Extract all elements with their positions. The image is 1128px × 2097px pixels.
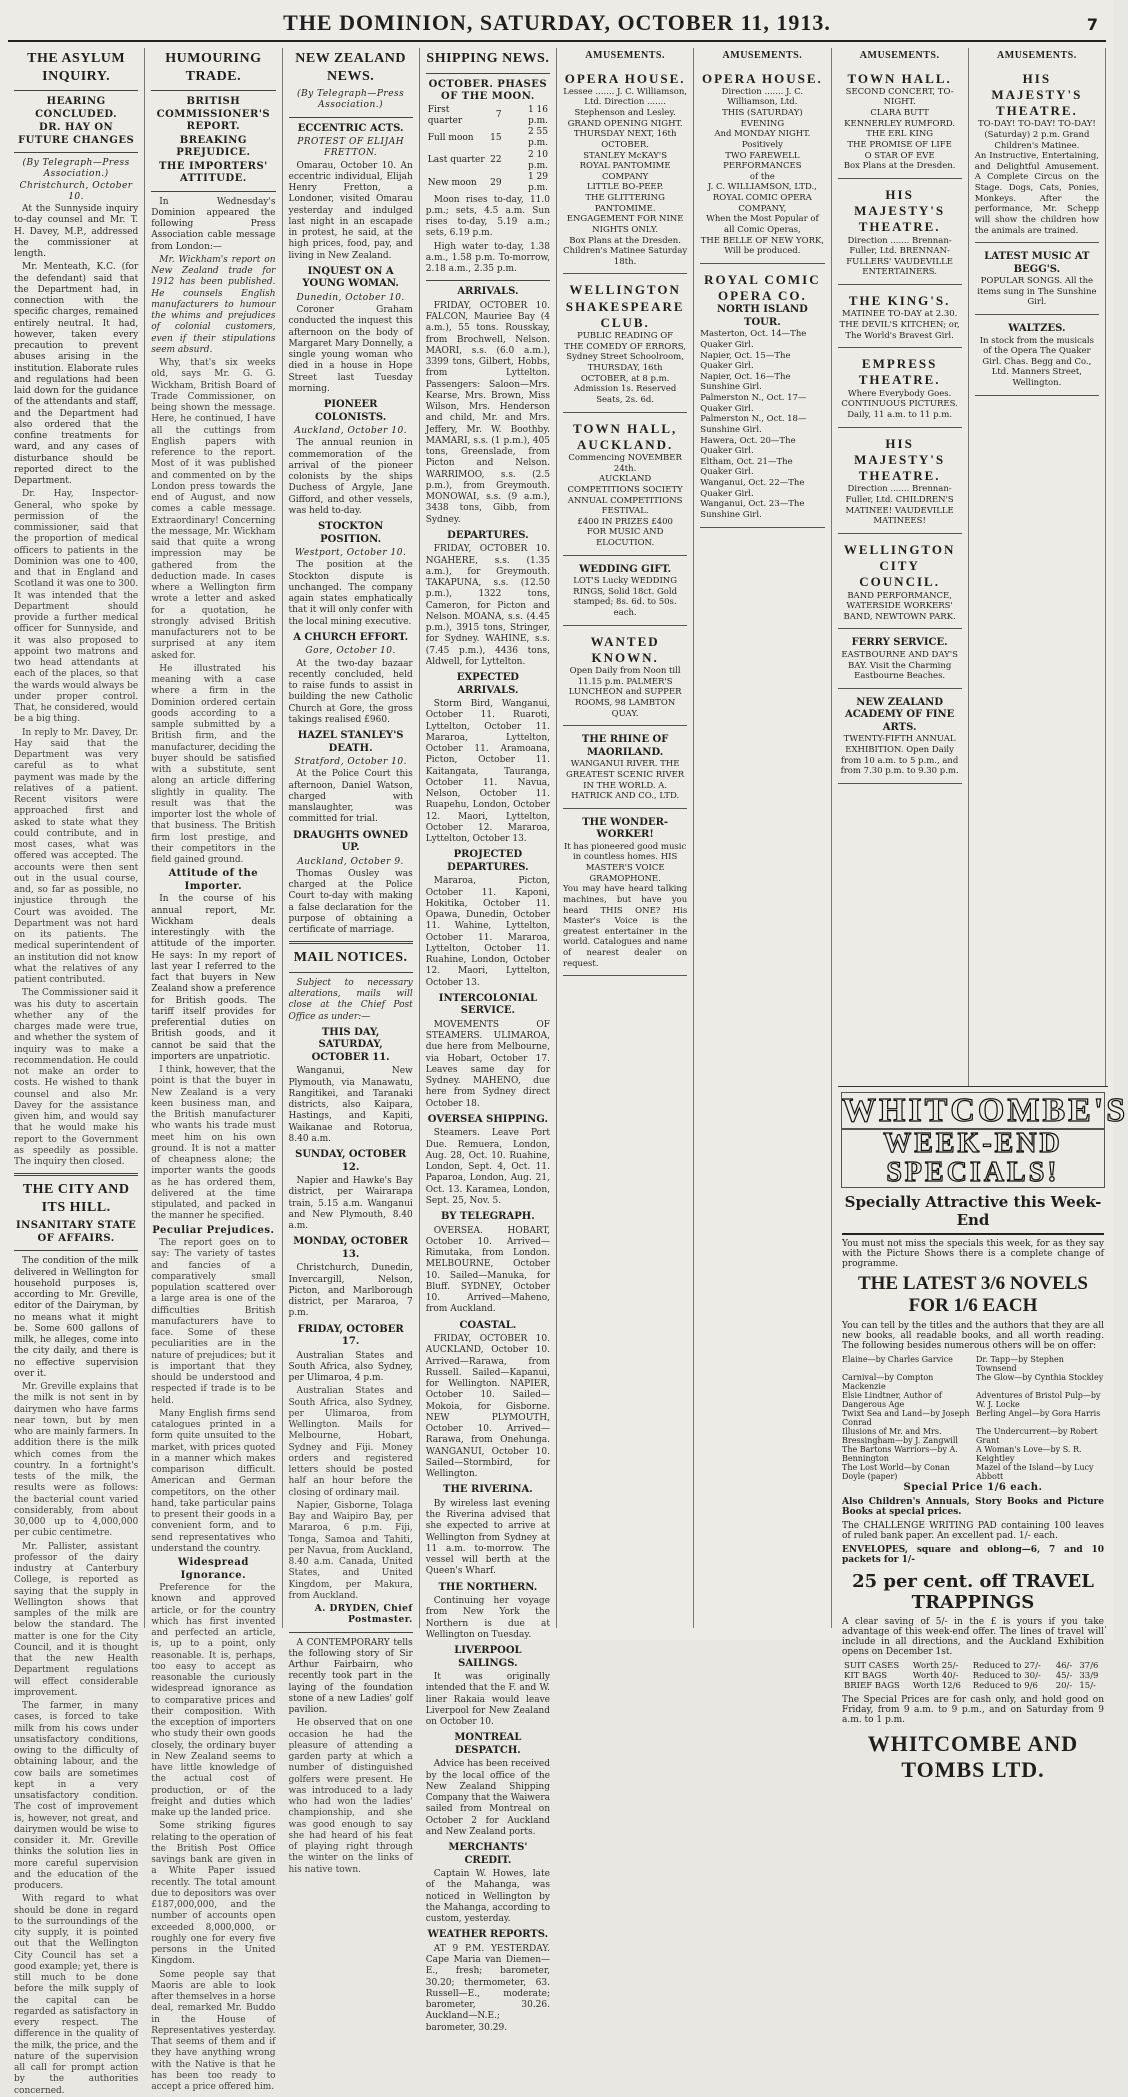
academy-text: TWENTY-FIFTH ANNUAL EXHIBITION. Open Daily from 10 a.m. to 5 p.m., and from 7.30 p.m. to 9.30 p.m. bbox=[840, 734, 959, 777]
nz-section-text: Thomas Ousley was charged at the Police Court to-day with making a false declaration for the purpose of obtaining a certificate of marriage. bbox=[288, 868, 413, 935]
whitcombe-title-2: WEEK-END SPECIALS! bbox=[842, 1129, 1104, 1188]
town-hall-line: KENNERLEY RUMFORD. bbox=[844, 118, 956, 129]
majesty-3-ad: HIS MAJESTY'S THEATRE. TO-DAY! TO-DAY! TO-DAY! (Saturday) 2 p.m. Grand Children's Matinee. An Instructive, Entertaining, and Delightful Amusement. A Complete Circus on the Stage. Dogs, Cats, Ponies, Monkeys. After the performance, Mr. Schepp will show the children how the animals are trained. bbox=[975, 67, 1099, 244]
majesty-text: Direction ....... Brennan-Fuller, Ltd. BRENNAN-FULLERS' VAUDEVILLE ENTERTAINERS. bbox=[846, 235, 953, 278]
wedding-gift-text: LOT'S Lucky WEDDING RINGS, Solid 18ct. Gold stamped; 8s. 6d. to 50s. each. bbox=[573, 576, 678, 618]
moon-row bbox=[426, 105, 550, 128]
kings-text: MATINEE TO-DAY at 2.30. THE DEVIL'S KITCHEN; or, The World's Bravest Girl. bbox=[839, 309, 960, 341]
luggage-reduced: Reduced to 27/- bbox=[972, 1661, 1041, 1672]
royal-comic-date: Wanganui, Oct. 23—The Sunshine Girl. bbox=[700, 499, 805, 520]
column-3: NEW ZEALAND NEWS. (By Telegraph—Press Association.) ECCENTRIC ACTS. PROTEST OF ELIJAH FRETTON. Omarau, October 10. An eccentric individual, Elijah Henry Fretton, a Londoner, visited Omarau yesterday and indulged last night in an escapade in protest, he said, at the high prices, food, pay, and living in New Zealand. INQUEST ON A YOUNG WOMAN. Dunedin, October 10. Coroner Graham conducted the inquest this afternoon on the body of Margaret Mary Donnelly, a single young woman who died in a house in Hope Street last Tuesday morning. PIONEER COLONISTS. Auckland, October 10. The annual reunion in commemoration of the arrival of the pioneer colonists by the ships Duchess of Argyle, Jane Gifford, and other vessels, was held to-day. STOCKTON POSITION. Westport, October 10. The position at the Stockton dispute is unchanged. The company again states emphatically that it will only confer with the local mining executive. A CHURCH EFFORT. Gore, October 10. At the two-day bazaar recently concluded, held to raise funds to assist in building the new Catholic Church at Gore, the gross takings realised £960. HAZEL STANLEY'S DEATH. Stratford, October 10. At the Police Court this afternoon, Daniel Watson, charged with manslaughter, was committed for trial. DRAUGHTS OWNED UP. Auckland, October 9. Thomas Ousley was charged at the Police Court to-day with making a false declaration for the purpose of obtaining a certificate of marriage. MAIL NOTICES. Subject to necessary alterations, mails will close at the Chief Post Office as under:— THIS DAY, SATURDAY, OCTOBER 11. Wanganui, New Plymouth, via Manawatu, Rangitikei, and Taranaki districts, also Kaipara, Hastings, and Kapiti, Waikanae and Rotorua, 8.40 a.m. SUNDAY, OCTOBER 12. Napier and Hawke's Bay district, per Wairarapa train, 5.15 a.m. Wanganui and New Plymouth, 8.40 a.m. MONDAY, OCTOBER 13. Christchurch, Dunedin, Invercargill, Nelson, Picton, and Marlborough district, per Mararoa, 7 p.m. FRIDAY, OCTOBER 17. Australian States and South Africa, also Sydney, per Ulimaroa, 4 p.m. Australian States and South Africa, also Sydney, per Ulimaroa, from Wellington. Mails for Melbourne, Hobart, Sydney and Fiji. Money orders and registered letters should be posted half an hour before the closing of ordinary mail. Napier, Gisborne, Tolaga Bay and Waipiro Bay, per Mararoa, 6 p.m. Fiji, Tonga, Samoa and Tahiti, per Navua, from Auckland, 8.40 a.m. Canada, United States, and United Kingdom, per Makura, from Auckland. A. DRYDEN, Chief Postmaster. A CONTEMPORARY tells the following story of Sir Arthur Fairbairn, who recently took part in the laying of the foundation stone of a new Ladies' golf pavilion. He observed that on one occasion he had the pleasure of attending a garden party at which a number of distinguished golfers were present. He was introduced to a lady who had won the ladies' championship, and she was good enough to say she had heard of his feat of playing right through the winter on the links of his native town. bbox=[283, 48, 420, 1628]
town-hall-auckland-line: Commencing NOVEMBER 24th. bbox=[568, 453, 682, 474]
shipping-section-text: Advice has been received by the local office of the New Zealand Shipping Company that the Waiwera sailed from Montreal on October 2 for Auckland and New Zealand ports. bbox=[425, 1759, 550, 1837]
royal-comic-date: Palmerston N., Oct. 18—Sunshine Girl. bbox=[700, 414, 807, 435]
novel-title: The Glow—by Cynthia Stockley bbox=[976, 1373, 1104, 1383]
nz-section-sub: PROTEST OF ELIJAH FRETTON. bbox=[297, 137, 405, 159]
mail-day-title: MONDAY, OCTOBER 13. bbox=[293, 1236, 409, 1260]
column-2: HUMOURING TRADE. BRITISH COMMISSIONER'S REPORT. BREAKING PREJUDICE. THE IMPORTERS' ATTITUDE. In Wednesday's Dominion appeared the following Press Association cable message from London:— Mr. Wickham's report on New Zealand trade for 1912 has been published. He counsels English manufacturers to humour the whims and prejudices of colonial customers, even if their stipulations seem absurd. Why, that's six weeks old, says Mr. G. G. Wickham, British Board of Trade Commissioner, on being shown the message. Here, he continued, I have all the cuttings from English papers with reference to the report. Most of it was published and commented on by the London press towards the end of August, and now comes a cable message. Extraordinary! Concerning the message, Mr. Wickham said that quite a wrong impression may be gathered from the deduction made. In cases where a Wellington firm wrote a letter and asked for a quotation, he strongly advised British manufacturers not to be surprised at any item asked for. He illustrated his meaning with a case where a firm in the Dominion ordered certain goods according to a sample submitted by a British firm, and the manufacturer, deciding the buyer should be satisfied with a substitute, sent along an article differing slightly in quality. The result was that the importer lost the whole of that business. The British firm lost prestige, and their competitors in the field gained ground. Attitude of the Importer. In the course of his annual report, Mr. Wickham deals interestingly with the attitude of the importer. He says: In my report of last year I referred to the fact that buyers in New Zealand show a preference for British goods. The tariff itself provides for preferential duties on British goods, and it cannot be said that the importers are unpatriotic. I think, however, that the point is that the buyer in New Zealand is a very keen business man, and the British manufacturer who wants his trade must meet him on his own ground. It is not a matter of cheapness alone; the importer wants the goods as he has ordered them, delivered at the time stipulated, and packed in the manner he specified. Peculiar Prejudices. The report goes on to say: The variety of tastes and fancies of a comparatively small population scattered over a large area is one of the difficulties British manufacturers have to face. Some of these peculiarities are in the nature of prejudices; but it is important that they should be understood and respected if trade is to be held. Many English firms send catalogues printed in a form quite unsuited to the market, with prices quoted in a manner which makes comparison difficult. American and German competitors, on the other hand, take particular pains to present their goods in a convenient form, and to send representatives who understand the country. Widespread Ignorance. Preference for the known and approved article, or for the country which has first invented and perfected an article, is, up to a point, only reasonable. It is, perhaps, too easy to accept as reasonable the curiously widespread ignorance as to comparative prices and their composition. With the exception of importers who study their own goods closely, the ordinary buyer in New Zealand seems to have little knowledge of the actual cost of production, or of the freight and duties which make up the landed price. Some striking figures relating to the operation of the British Post Office savings bank are given in a White Paper issued recently. The total amount due to depositors was over £187,000,000, and the number of accounts open exceeded 8,000,000, or roughly one for every five persons in the United Kingdom. Some people say that Maoris are able to look after themselves in a horse deal, remarked Mr. Buddo in the House of Representatives yesterday. That seems of them and if they have anything wrong with the Native is that he has been too ready to accept a price offered him. bbox=[145, 48, 282, 1628]
nz-news-heading: NEW ZEALAND NEWS. bbox=[295, 51, 406, 84]
shipping-section-title: LIVERPOOL SAILINGS. bbox=[454, 1645, 522, 1669]
town-hall-auckland-line: FOR MUSIC AND ELOCUTION. bbox=[586, 527, 664, 548]
nz-section-sub: Stratford, October 10. bbox=[294, 757, 407, 767]
opera-house-1-line: ENGAGEMENT FOR NINE NIGHTS ONLY. bbox=[566, 214, 684, 235]
shipping-section-text: AT 9 P.M. YESTERDAY. Cape Maria van Diemen—E., fresh; barometer, 30.20; thermometer, 63. Russell—E., moderate; barometer, 30.26. Auckland—N.E.; barometer, 30.29. bbox=[425, 1943, 550, 2033]
moon-time: 2 55 p.m. bbox=[527, 127, 548, 149]
mail-sign: A. DRYDEN, Chief Postmaster. bbox=[314, 1604, 413, 1626]
latest-ad bbox=[975, 247, 1099, 315]
shipping-section-text: FRIDAY, OCTOBER 10. NGAHERE, s.s. (1.35 a.m.), for Greymouth. TAKAPUNA, s.s. (12.50 p.m.), 1322 tons, Cameron, for Picton and Nelson. MOANA, s.s. (4.45 p.m.), 3915 tons, Stringer, for Sydney. WAHINE, s.s. (7.45 p.m.), 4436 tons, Aldwell, for Lyttelton. bbox=[425, 544, 550, 667]
nz-section-title: STOCKTON POSITION. bbox=[317, 521, 384, 545]
wonder-title: THE WONDER-WORKER! bbox=[582, 816, 669, 841]
royal-comic-title: ROYAL COMIC OPERA CO. bbox=[704, 271, 821, 303]
mail-day-text: Napier and Hawke's Bay district, per Wairarapa train, 5.15 a.m. Wanganui and New Plymouth, 8.40 a.m. bbox=[288, 1176, 413, 1231]
opera-house-1-lines bbox=[563, 119, 687, 268]
shipping-section-text: FRIDAY, OCTOBER 10. AUCKLAND, October 10. Arrived—Rarawa, from Russell. Sailed—Kapanui, for Wellington. NAPIER, October 10. Sailed—Mokoia, for Gisborne. NEW PLYMOUTH, October 10. Arrived—Rarawa, from Onehunga. WANGANUI, October 10. Sailed—Stormbird, for Wellington. bbox=[425, 1334, 550, 1479]
town-hall-auckland-lines bbox=[563, 453, 687, 549]
novel-title: A Woman's Love—by S. R. Keightley bbox=[976, 1445, 1082, 1464]
moon-time: 1 16 p.m. bbox=[527, 104, 548, 126]
whitcombe-envelopes: ENVELOPES, square and oblong—6, 7 and 10 packets for 1/- bbox=[842, 1545, 1104, 1566]
wanted-title: WANTED KNOWN. bbox=[590, 633, 660, 665]
majesty-3-title: HIS MAJESTY'S THEATRE. bbox=[991, 70, 1083, 118]
shipping-section-text: By wireless last evening the Riverina advised that she expected to arrive at Wellington from Sydney at 11 a.m. to-morrow. The vessel will berth at the Queen's Wharf. bbox=[425, 1498, 550, 1577]
moon-time: 2 10 p.m. bbox=[527, 149, 548, 171]
shipping-section-title: MONTREAL DESPATCH. bbox=[454, 1732, 522, 1756]
travel-heading: 25 per cent. off TRAVEL TRAPPINGS bbox=[852, 1571, 1094, 1614]
opera-house-1-line: GRAND OPENING NIGHT. bbox=[567, 118, 683, 129]
moon-row bbox=[426, 150, 550, 173]
nz-section-title: PIONEER COLONISTS. bbox=[315, 399, 387, 423]
moon-row bbox=[426, 127, 550, 150]
nz-section-text: The position at the Stockton dispute is unchanged. The company again states emphatically that it will only confer with the local mining executive. bbox=[288, 560, 413, 627]
town-hall-ad bbox=[838, 67, 962, 179]
humouring-heading: HUMOURING TRADE. bbox=[165, 51, 262, 84]
moon-day: 7 bbox=[495, 110, 502, 121]
nz-section-sub: Gore, October 10. bbox=[305, 646, 396, 657]
mail-day-text: Australian States and South Africa, also Sydney, per Ulimaroa, 4 p.m. bbox=[288, 1350, 413, 1383]
opera-house-1-ad bbox=[563, 67, 687, 275]
majesty-2-text: Direction ....... Brennan-Fuller, Ltd. CHILDREN'S MATINEE! VAUDEVILLE MATINEES! bbox=[845, 484, 954, 527]
royal-comic-date: Wanganui, Oct. 22—The Quaker Girl. bbox=[700, 478, 805, 499]
moon-phase: Full moon bbox=[427, 132, 474, 143]
wanted-text: Open Daily from Noon till 11.15 p.m. PALMER'S LUNCHEON and SUPPER ROOMS, 98 LAMBTON QUAY. bbox=[568, 666, 682, 719]
tide-times: High water to-day, 1.38 a.m., 1.58 p.m. To-morrow, 2.18 a.m., 2.35 p.m. bbox=[425, 241, 550, 274]
waltzes-title: WALTZES. bbox=[1008, 323, 1066, 334]
opera-house-2-ad bbox=[700, 67, 824, 264]
asylum-sub2: DR. HAY ON FUTURE CHANGES bbox=[18, 122, 135, 146]
latest-text: POPULAR SONGS. All the items sung in The Sunshine Girl. bbox=[977, 276, 1097, 308]
opera-house-2-line: And MONDAY NIGHT. bbox=[714, 129, 811, 140]
moon-heading: OCTOBER. PHASES OF THE MOON. bbox=[428, 78, 548, 102]
travel-intro: A clear saving of 5/- in the £ is yours if you take advantage of this week-end offer. The lines of travel will include in all directions, and the Auckland Exhibition opens on December 1st. bbox=[842, 1617, 1104, 1658]
shakespeare-line: Admission 1s. Reserved Seats, 2s. 6d. bbox=[573, 384, 677, 405]
royal-comic-dates bbox=[700, 329, 824, 520]
wonder-text: It has pioneered good music in countless homes. HIS MASTER'S VOICE GRAMOPHONE. bbox=[563, 841, 687, 884]
humouring-sub1: BRITISH COMMISSIONER'S REPORT. bbox=[156, 96, 271, 132]
town-hall-auckland-line: £400 IN PRIZES £400 bbox=[577, 516, 673, 527]
amusements-header-2: AMUSEMENTS. bbox=[722, 50, 803, 61]
nz-news-byline: (By Telegraph—Press Association.) bbox=[296, 89, 405, 111]
town-hall-line: O STAR OF EVE bbox=[864, 150, 935, 161]
town-hall-auckland-line: ANNUAL COMPETITIONS FESTIVAL. bbox=[567, 495, 683, 517]
moon-table bbox=[426, 105, 550, 195]
novel-title: The Undercurrent—by Robert Grant bbox=[976, 1427, 1098, 1446]
opera-house-1-line: THE GLITTERING PANTOMIME. bbox=[585, 193, 665, 214]
luggage-row bbox=[842, 1671, 1104, 1681]
town-hall-line: THE PROMISE OF LIFE bbox=[847, 139, 952, 150]
luggage-table bbox=[842, 1661, 1104, 1691]
luggage-worth: Worth 40/- bbox=[912, 1671, 959, 1682]
shipping-section-text: FRIDAY, OCTOBER 10. FALCON, Mauriee Bay (4 a.m.), 55 tons. Rousskay, from Brochwell, Nelson. MAORI, s.s. (6.0 a.m.), 3399 tons, Gilbert, Hobbs, from Lyttelton. Passengers: Saloon—Mrs. Kearse, Mrs. Brown, Miss Wilson, Mrs. Henderson and child, Mr. and Mrs. Jeffery, Mr. W. Boothby. MAMARI, s.s. (1 p.m.), 405 tons, Greenslade, from Picton and Nelson. WARRIMOO, s.s. (2.5 p.m.), from Greymouth. MONOWAI, s.s. (9 a.m.), 3438 tons, Gibb, from Sydney. bbox=[425, 300, 550, 525]
ferry-text: EASTBOURNE AND DAY'S BAY. Visit the Charming Eastbourne Beaches. bbox=[841, 649, 958, 682]
nz-section-text: At the two-day bazaar recently concluded, held to raise funds to assist in building the new Catholic Church at Gore, the gross takings realised £960. bbox=[288, 658, 413, 725]
novel-title: Illusions of Mr. and Mrs. Bressingham—by J. Zangwill bbox=[842, 1427, 958, 1446]
nz-section-sub: Westport, October 10. bbox=[294, 548, 407, 558]
luggage-b: 20/- bbox=[1055, 1681, 1073, 1692]
asylum-sub1: HEARING CONCLUDED. bbox=[35, 96, 118, 120]
shakespeare-line: PUBLIC READING OF bbox=[577, 331, 674, 342]
shakespeare-ad bbox=[563, 278, 687, 412]
opera-house-1-line: LITTLE BO-PEEP. bbox=[586, 182, 664, 193]
shakespeare-lines bbox=[563, 331, 687, 405]
rhine-title: THE RHINE OF MAORILAND. bbox=[581, 734, 669, 758]
shipping-section-text: Continuing her voyage from New York the Northern is due at Wellington on Tuesday. bbox=[425, 1596, 550, 1640]
shipping-section-title: THE RIVERINA. bbox=[443, 1484, 533, 1496]
opera-house-2-line: Will be produced. bbox=[724, 246, 801, 257]
opera-house-2-direction: Direction ....... J. C. Williamson, Ltd. bbox=[721, 86, 804, 108]
asylum-body: Mr. Menteath, K.C. (for the defendant) said that the Department had, in connection with the specific charges, remained entirely neutral. It had, however, taken every precaution to prevent abuses arising in the institution. Elaborate rules and regulations had been laid down for the guidance of the attendants and staff, and the Department had also ordered that the confine treatments for ward, and any cases of disturbance should be reported direct to the Department. bbox=[14, 262, 139, 486]
opera-house-1-line: Children's Matinee Saturday 18th. bbox=[563, 246, 688, 267]
opera-house-2-title: OPERA HOUSE. bbox=[701, 70, 823, 86]
masthead bbox=[8, 10, 1106, 42]
novel-title: The Bartons Warriors—by A. Bennington bbox=[842, 1445, 958, 1464]
whitcombe-sub: Specially Attractive this Week-End bbox=[842, 1193, 1104, 1235]
mail-day-title: THIS DAY, SATURDAY, OCTOBER 11. bbox=[311, 1026, 390, 1063]
academy-ad bbox=[838, 693, 962, 784]
shipping-section-text: Storm Bird, Wanganui, October 11. Ruaroti, Lyttelton, October 11. Mararoa, Lyttelton, October 11. Aramoana, Picton, October 11. Kaitangata, Tauranga, October 11. Navua, Nelson, October 11. Ruapehu, London, October 12. Maori, Lyttelton, October 12. Mararoa, Lyttelton, October 13. bbox=[425, 699, 550, 844]
town-hall-auckland-ad bbox=[563, 417, 687, 556]
luggage-item: BRIEF BAGS bbox=[844, 1681, 900, 1692]
ferry-title: FERRY SERVICE. bbox=[851, 637, 948, 649]
column-6 bbox=[694, 48, 831, 1628]
town-hall-line: THE ERL KING bbox=[866, 129, 934, 140]
column-4 bbox=[420, 48, 557, 2033]
opera-house-2-line: J. C. WILLIAMSON, LTD., ROYAL COMIC OPERA COMPANY, bbox=[707, 182, 817, 214]
empress-text: Where Everybody Goes. CONTINUOUS PICTURES. Daily, 11 a.m. to 11 p.m. bbox=[841, 388, 958, 420]
town-hall-lines bbox=[838, 87, 962, 172]
whitcombe-footer: WHITCOMBE AND TOMBS LTD. bbox=[867, 1731, 1079, 1783]
ferry-ad bbox=[838, 633, 962, 688]
shipping-section-title: THE NORTHERN. bbox=[438, 1581, 538, 1593]
luggage-c: 33/9 bbox=[1079, 1671, 1099, 1682]
luggage-worth: Worth 12/6 bbox=[912, 1681, 961, 1692]
whitcombe-intro: You must not miss the specials this week, for as they say with the Picture Shows there is a complete change of programme. bbox=[842, 1239, 1104, 1270]
amusements-header-3: AMUSEMENTS. bbox=[859, 50, 940, 61]
city-sub: INSANITARY STATE OF AFFAIRS. bbox=[15, 1220, 137, 1244]
royal-comic-date: Palmerston N., Oct. 17—Quaker Girl. bbox=[700, 393, 807, 414]
nz-section-title: DRAUGHTS OWNED UP. bbox=[293, 829, 409, 853]
column-1: THE ASYLUM INQUIRY. HEARING CONCLUDED. DR. HAY ON FUTURE CHANGES (By Telegraph—Press Association.) Christchurch, October 10. At the Sunnyside inquiry to-day counsel and Mr. T. H. Davey, M.P., addressed the commissioner at length. Mr. Menteath, K.C. (for the defendant) said that the Department had, in connection with the specific charges, remained entirely neutral. It had, however, taken every precaution to prevent abuses arising in the institution. Elaborate rules and regulations had been laid down for the guidance of the attendants and staff, and the Department had also ordered that the confine treatments for ward, and any cases of disturbance should be reported direct to the Department. Dr. Hay, Inspector-General, who spoke by permission of the commissioner, said that the proportion of medical officers to patients in the Dominion was one to 400, and that in England and Scotland it was one to 300. It was intended that the Department should provide a further medical officer for Sunnyside, and it was also proposed to appoint two matrons and two head attendants at each of the places, so that the wards would always be under proper control. That, he considered, would be a big thing. In reply to Mr. Davey, Dr. Hay said that the Department was very careful as to what payment was made by the relatives of a patient. Recent visitors were approached first and asked to state what they could contribute, and in most cases, what was offered was accepted. The accounts were then sent out in the usual course, and, so far as possible, no injustice through the Court was avoided. The Department was not hard on its patients. The medical superintendent of an institution did not know what the relatives of any patient contributed. The Commissioner said it was his duty to ascertain whether any of the charges made were true, and whether the system of inquiry was to make a recommendation. He could not make an order to costs. He wished to thank counsel and also Mr. Davey for the assistance given him, and would say that he would make his report to the Government as speedily as possible. The inquiry then closed. THE CITY AND ITS HILL. INSANITARY STATE OF AFFAIRS. The condition of the milk delivered in Wellington for household purposes is, according to Mr. Greville, editor of the Dairyman, by no means what it might be. Some 600 gallons of milk, he alleges, come into the city daily, and there is no effective supervision over it. Mr. Greville explains that the milk is not sent in by dairymen who have farms near town, but by men who are mainly farmers. In addition there is the milk which comes from the country. In a fortnight's tests of the milk, the results were as follows: the bacterial count varied considerably, from about 30,000 up to 4,000,000 per cubic centimetre. Mr. Pallister, assistant professor of the dairy industry at Canterbury College, is reported as saying that the supply in Wellington shows that samples of the milk are below the standard. The matter is one for the City Council, and it is thought that the new Health Department regulations will effect considerable improvement. The farmer, in many cases, is forced to take milk from his cows under unsatisfactory conditions, owing to the difficulty of obtaining labour, and the cow bails are sometimes kept in a very unsatisfactory condition. The cost of improvement is, however, not great, and dairymen would be wise to consider it. Mr. Greville thinks the solution lies in more careful supervision and the education of the producers. With regard to what should be done in regard to the surroundings of the city supply, it is pointed out that the Wellington City Council has set a good example; yet, there is still much to be done before the milk supply of the capital can be regarded as satisfactory in every respect. The difference in the quality of the milk, the price, and the nature of the supervision all call for prompt action by the authorities concerned. bbox=[8, 48, 145, 1628]
royal-comic-ad bbox=[700, 268, 824, 528]
academy-title: NEW ZEALAND ACADEMY OF FINE ARTS. bbox=[844, 696, 955, 733]
mail-footnote: A CONTEMPORARY tells the following story of Sir Arthur Fairbairn, who recently took part in the laying of the foundation stone of a new Ladies' golf pavilion. bbox=[288, 1637, 413, 1715]
humouring-sub5: Peculiar Prejudices. bbox=[152, 1224, 275, 1236]
rhine-text: WANGANUI RIVER. THE GREATEST SCENIC RIVER IN THE WORLD. A. HATRICK AND CO., LTD. bbox=[566, 759, 685, 802]
town-hall-line: Box Plans at the Dresden. bbox=[843, 161, 956, 172]
moon-phase: First quarter bbox=[427, 104, 463, 126]
novel-title: Elaine—by Charles Garvice bbox=[842, 1355, 953, 1365]
sun-times: Moon rises to-day, 11.0 p.m.; sets, 4.5 a.m. Sun rises to-day, 5.19 a.m.; sets, 6.19 p.m. bbox=[425, 194, 550, 239]
humouring-sub3: THE IMPORTERS' ATTITUDE. bbox=[158, 160, 268, 184]
novel-titles bbox=[842, 1355, 1104, 1481]
novels-intro: You can tell by the titles and the authors that they are all new books, all readable books, and all worth reading. The following besides numerous others will be on offer: bbox=[842, 1321, 1104, 1352]
mail-days bbox=[289, 1027, 413, 1385]
novel-title: Adventures of Bristol Pulp—by W. J. Locke bbox=[976, 1391, 1101, 1410]
kings-title: THE KING'S. bbox=[848, 293, 951, 308]
mail-heading: MAIL NOTICES. bbox=[293, 950, 408, 966]
novel-title: Dr. Tapp—by Stephen Townsend bbox=[976, 1355, 1064, 1374]
opera-house-1-line: Box Plans at the Dresden. bbox=[569, 235, 681, 246]
empress-ad bbox=[838, 352, 962, 427]
moon-row bbox=[426, 172, 550, 195]
royal-comic-date: Masterton, Oct. 14—The Quaker Girl. bbox=[700, 329, 807, 350]
town-hall-auckland-line: AUCKLAND COMPETITIONS SOCIETY bbox=[567, 474, 683, 495]
nz-section-title: HAZEL STANLEY'S DEATH. bbox=[297, 730, 404, 754]
city-body: The condition of the milk delivered in Wellington for household purposes is, according to Mr. Greville, editor of the Dairyman, by no means what it might be. Some 600 gallons of milk, he alleges, come into the city daily, and there is no effective supervision over it. bbox=[14, 1256, 139, 1379]
moon-phase: Last quarter bbox=[427, 155, 485, 166]
luggage-reduced: Reduced to 9/6 bbox=[972, 1681, 1038, 1692]
shipping-section-title: WEATHER REPORTS. bbox=[427, 1929, 549, 1941]
novel-title: Berling Angel—by Gora Harris bbox=[976, 1409, 1101, 1419]
mail-day-text: Wanganui, New Plymouth, via Manawatu, Rangitikei, and Taranaki districts, also Kaipara, Hastings, and Kapiti, Waikanae and Rotorua, 8.40 a.m. bbox=[288, 1066, 413, 1144]
luggage-reduced: Reduced to 30/- bbox=[972, 1671, 1041, 1682]
shipping-section-title: INTERCOLONIAL SERVICE. bbox=[438, 992, 537, 1017]
opera-house-2-line: of the bbox=[749, 171, 775, 182]
mail-day-text: Christchurch, Dunedin, Invercargill, Nelson, Picton, and Marlborough district, per Mararoa, 7 p.m. bbox=[288, 1263, 413, 1319]
mail-intro: Subject to necessary alterations, mails will close at the Chief Post Office as under:— bbox=[288, 977, 413, 1022]
nz-section-title: INQUEST ON A YOUNG WOMAN. bbox=[302, 265, 399, 290]
luggage-row bbox=[842, 1681, 1104, 1691]
town-hall-line: CLARA BUTT bbox=[870, 108, 929, 118]
mail-day-title: FRIDAY, OCTOBER 17. bbox=[297, 1323, 404, 1347]
opera-house-1-lessee: Lessee ....... J. C. Williamson, Ltd. Direction ....... Stephenson and Lesley. bbox=[563, 86, 688, 118]
humouring-body: In the course of his annual report, Mr. Wickham deals interestingly with the attitude of the importer. He says: In my report of last year I referred to the fact that buyers in New Zealand show a preference for British goods. The tariff itself provides for preferential duties on British goods, and it cannot be said that the importers are unpatriotic. bbox=[151, 894, 276, 1062]
city-heading: THE CITY AND ITS HILL. bbox=[22, 1182, 130, 1215]
novels-heading: THE LATEST 3/6 NOVELS FOR 1/6 EACH bbox=[857, 1273, 1088, 1317]
nz-section-text: Omarau, October 10. An eccentric individual, Elijah Henry Fretton, a Londoner, visited Omarau yesterday and indulged last night in an escapade in protest, he said, at the high prices, food, pay, and living in New Zealand. bbox=[288, 160, 413, 261]
shipping-section-text: OVERSEA. HOBART, October 10. Arrived—Rimutaka, from London. MELBOURNE, October 10. Sailed—Manuka, for Bluff. SYDNEY, October 10. Arrived—Maheno, from Auckland. bbox=[425, 1225, 550, 1315]
shipping-section-title: ARRIVALS. bbox=[457, 286, 519, 298]
humouring-lead: In Wednesday's Dominion appeared the following Press Association cable message from London:— bbox=[151, 196, 276, 252]
whitcombe-cash: The Special Prices are for cash only, and hold good on Friday, from 9 a.m. to 9 p.m., and on Saturday from 9 a.m. to 1 p.m. bbox=[842, 1695, 1104, 1726]
humouring-sub2: BREAKING PREJUDICE. bbox=[176, 134, 251, 158]
majesty-ad bbox=[838, 183, 962, 285]
opera-house-1-line: STANLEY McKAY'S bbox=[583, 150, 668, 161]
amusements-header-4: AMUSEMENTS. bbox=[997, 50, 1077, 61]
luggage-b: 45/- bbox=[1055, 1671, 1073, 1682]
shipping-section-text: Captain W. Howes, late of the Mahanga, was noticed in Wellington by the Mahanga, according to custom, yesterday. bbox=[425, 1869, 550, 1924]
nz-section-text: At the Police Court this afternoon, Daniel Watson, charged with manslaughter, was committed for trial. bbox=[288, 769, 413, 825]
columns bbox=[8, 48, 1128, 2096]
novel-title: The Lost World—by Conan Doyle (paper) bbox=[842, 1463, 950, 1482]
opera-house-1-line: THURSDAY NEXT, 16th OCTOBER. bbox=[573, 129, 677, 150]
wanted-ad bbox=[563, 630, 687, 727]
shipping-section-title: DEPARTURES. bbox=[447, 529, 529, 541]
luggage-b: 46/- bbox=[1055, 1661, 1073, 1672]
column-5 bbox=[557, 48, 694, 1628]
shipping-sections bbox=[426, 286, 550, 2034]
nz-section-text: Coroner Graham conducted the inquest this afternoon on the body of Margaret Mary Donnelly, a single young woman who died in a house in Hope Street last Tuesday morning. bbox=[288, 305, 413, 394]
shipping-section-title: EXPECTED ARRIVALS. bbox=[456, 672, 519, 696]
shipping-section-title: COASTAL. bbox=[459, 1319, 517, 1331]
latest-title: LATEST MUSIC AT BEGG'S. bbox=[984, 251, 1090, 275]
opera-house-1-line: ROYAL PANTOMIME COMPANY bbox=[579, 161, 671, 182]
luggage-item: SUIT CASES bbox=[844, 1661, 900, 1672]
royal-comic-date: Hawera, Oct. 20—The Quaker Girl. bbox=[700, 435, 796, 457]
opera-house-2-line: Positively bbox=[741, 139, 783, 150]
luggage-c: 37/6 bbox=[1079, 1661, 1099, 1672]
rhine-ad bbox=[563, 730, 687, 809]
majesty-title: HIS MAJESTY'S THEATRE. bbox=[854, 186, 946, 235]
whitcombe-ad bbox=[838, 1086, 1128, 1783]
shipping-section-text: Steamers. Leave Port Due. Remuera, London, Aug. 28, Oct. 10. Ruahine, London, Sept. 4, Oct. 11. Paparoa, London, Aug. 21, Oct. 13. Karamea, London, Sept. 25, Nov. 5. bbox=[425, 1128, 550, 1206]
whitcombe-title-1: WHITCOMBE'S bbox=[842, 1092, 1128, 1129]
town-hall-line: SECOND CONCERT, TO-NIGHT. bbox=[845, 86, 954, 108]
opera-house-2-line: When the Most Popular of all Comic Operas, bbox=[706, 214, 819, 235]
shipping-section-title: MERCHANTS' CREDIT. bbox=[448, 1842, 528, 1866]
nz-news-sections bbox=[289, 123, 413, 937]
shipping-section-text: Mararoa, Picton, October 11. Kaponi, Hokitika, October 11. Opawa, Dunedin, October 11. Wahine, Lyttelton, October 11. Mararoa, Lyttelton, October 11. Ruahine, London, October 12. Maori, Lyttelton, October 13. bbox=[425, 876, 550, 988]
moon-day: 15 bbox=[490, 132, 502, 143]
asylum-heading: THE ASYLUM INQUIRY. bbox=[27, 51, 126, 84]
novels-special: Special Price 1/6 each. bbox=[903, 1482, 1043, 1494]
royal-comic-date: Napier, Oct. 16—The Sunshine Girl. bbox=[700, 371, 791, 393]
humouring-quote: Mr. Wickham's report on New Zealand trade for 1912 has been published. He counsels English manufacturers to humour the whims and prejudices of colonial customers, even if their stipulations seem absurd. bbox=[151, 254, 276, 355]
shipping-heading: SHIPPING NEWS. bbox=[426, 51, 550, 66]
town-hall-title: TOWN HALL. bbox=[847, 70, 952, 86]
humouring-sub4: Attitude of the Importer. bbox=[168, 868, 259, 892]
wedding-gift-title: WEDDING GIFT. bbox=[579, 563, 672, 575]
nz-section-text: The annual reunion in commemoration of the arrival of the pioneer colonists by the ships Duchess of Argyle, Jane Gifford, and other vessels, was held to-day. bbox=[288, 438, 413, 516]
novel-title: Carnival—by Compton Mackenzie bbox=[842, 1373, 934, 1392]
page-number: 7 bbox=[1086, 15, 1098, 34]
luggage-c: 15/- bbox=[1079, 1681, 1096, 1692]
city-council-ad bbox=[838, 538, 962, 630]
asylum-lead: At the Sunnyside inquiry to-day counsel and Mr. T. H. Davey, M.P., addressed the commissioner at length. bbox=[14, 204, 139, 259]
opera-house-2-lines bbox=[700, 108, 824, 257]
opera-house-2-line: THIS (SATURDAY) EVENING bbox=[722, 108, 803, 129]
nz-section-sub: Dunedin, October 10. bbox=[296, 292, 405, 303]
shakespeare-line: THE COMEDY OF ERRORS, bbox=[564, 341, 686, 352]
shakespeare-line: Sydney Street Schoolroom, bbox=[566, 352, 684, 363]
shipping-section-text: MOVEMENTS OF STEAMERS. ULIMAROA, due here from Melbourne, via Hobart, October 17. Leaves same day for Sydney. MAHENO, due here from Sydney direct October 18. bbox=[425, 1019, 550, 1109]
waltzes-text: In stock from the musicals of the Opera The Quaker Girl. Chas. Begg and Co., Ltd. Manners Street, Wellington. bbox=[979, 335, 1095, 388]
city-council-text: BAND PERFORMANCE, WATERSIDE WORKERS' BAND, NEWTOWN PARK. bbox=[843, 590, 956, 622]
luggage-worth: Worth 25/- bbox=[912, 1661, 959, 1672]
novel-title: Twixt Sea and Land—by Joseph Conrad bbox=[842, 1409, 970, 1428]
royal-comic-date: Eltham, Oct. 21—The Quaker Girl. bbox=[700, 456, 793, 478]
novel-title: Mazel of the Island—by Lucy Abbott bbox=[976, 1463, 1094, 1482]
opera-house-2-line: THE BELLE OF NEW YORK, bbox=[700, 235, 825, 246]
moon-time: 1 29 p.m. bbox=[527, 172, 548, 194]
majesty-3-text: TO-DAY! TO-DAY! TO-DAY! (Saturday) 2 p.m. Grand Children's Matinee. bbox=[977, 119, 1096, 151]
shipping-section-text: It was originally intended that the F. and W. liner Rakaia would leave Liverpool for New Zealand on October 10. bbox=[425, 1672, 550, 1727]
royal-comic-sub: NORTH ISLAND TOUR. bbox=[716, 304, 808, 328]
kings-ad bbox=[838, 289, 962, 348]
shakespeare-title: WELLINGTON SHAKESPEARE CLUB. bbox=[565, 282, 685, 330]
humouring-sub6: Widespread Ignorance. bbox=[177, 1557, 249, 1581]
empress-title: EMPRESS THEATRE. bbox=[858, 356, 941, 388]
town-hall-auckland-title: TOWN HALL, AUCKLAND. bbox=[572, 420, 678, 452]
moon-day: 29 bbox=[490, 177, 502, 188]
moon-day: 22 bbox=[490, 155, 502, 166]
opera-house-1-title: OPERA HOUSE. bbox=[564, 70, 686, 86]
shipping-section-title: BY TELEGRAPH. bbox=[441, 1211, 535, 1222]
waltzes-ad bbox=[975, 319, 1099, 396]
opera-house-2-line: TWO FAREWELL PERFORMANCES bbox=[723, 150, 802, 172]
wedding-gift-ad bbox=[563, 560, 687, 626]
mail-day-title: SUNDAY, OCTOBER 12. bbox=[295, 1149, 407, 1173]
nz-section-sub: Auckland, October 10. bbox=[294, 426, 408, 436]
nz-section-title: ECCENTRIC ACTS. bbox=[297, 122, 404, 134]
majesty-2-ad bbox=[838, 432, 962, 534]
moon-phase: New moon bbox=[427, 177, 477, 188]
royal-comic-date: Napier, Oct. 15—The Quaker Girl. bbox=[700, 350, 791, 372]
novel-title: Elsie Lindtner, Author of Dangerous Age bbox=[842, 1391, 942, 1410]
amusements-header-1: AMUSEMENTS. bbox=[585, 50, 665, 61]
whitcombe-pad: The CHALLENGE WRITING PAD containing 100 leaves of ruled bank paper. An excellent pad. 1/- each. bbox=[842, 1521, 1104, 1542]
shipping-section-title: PROJECTED DEPARTURES. bbox=[447, 849, 529, 873]
luggage-item: KIT BAGS bbox=[844, 1671, 888, 1682]
nz-section-sub: Auckland, October 9. bbox=[297, 856, 404, 867]
asylum-dateline: (By Telegraph—Press Association.) Christchurch, October 10. bbox=[19, 158, 133, 202]
majesty-2-title: HIS MAJESTY'S THEATRE. bbox=[854, 435, 946, 483]
masthead-title: THE DOMINION, SATURDAY, OCTOBER 11, 1913. bbox=[283, 10, 831, 35]
wonder-ad: THE WONDER-WORKER! It has pioneered good music in countless homes. HIS MASTER'S VOICE GRAMOPHONE. You may have heard talking machines, but have you heard THIS ONE? His Master's Voice is the greatest entertainer in the world. Catalogues and name of nearest dealer on request. bbox=[563, 813, 687, 977]
luggage-row bbox=[842, 1661, 1104, 1671]
city-council-title: WELLINGTON CITY COUNCIL. bbox=[843, 541, 956, 590]
shipping-section-title: OVERSEA SHIPPING. bbox=[427, 1113, 548, 1125]
nz-section-title: A CHURCH EFFORT. bbox=[293, 631, 409, 643]
whitcombe-also: Also Children's Annuals, Story Books and Picture Books at special prices. bbox=[842, 1497, 1104, 1518]
shakespeare-line: THURSDAY, 16th OCTOBER, at 8 p.m. bbox=[580, 363, 670, 384]
